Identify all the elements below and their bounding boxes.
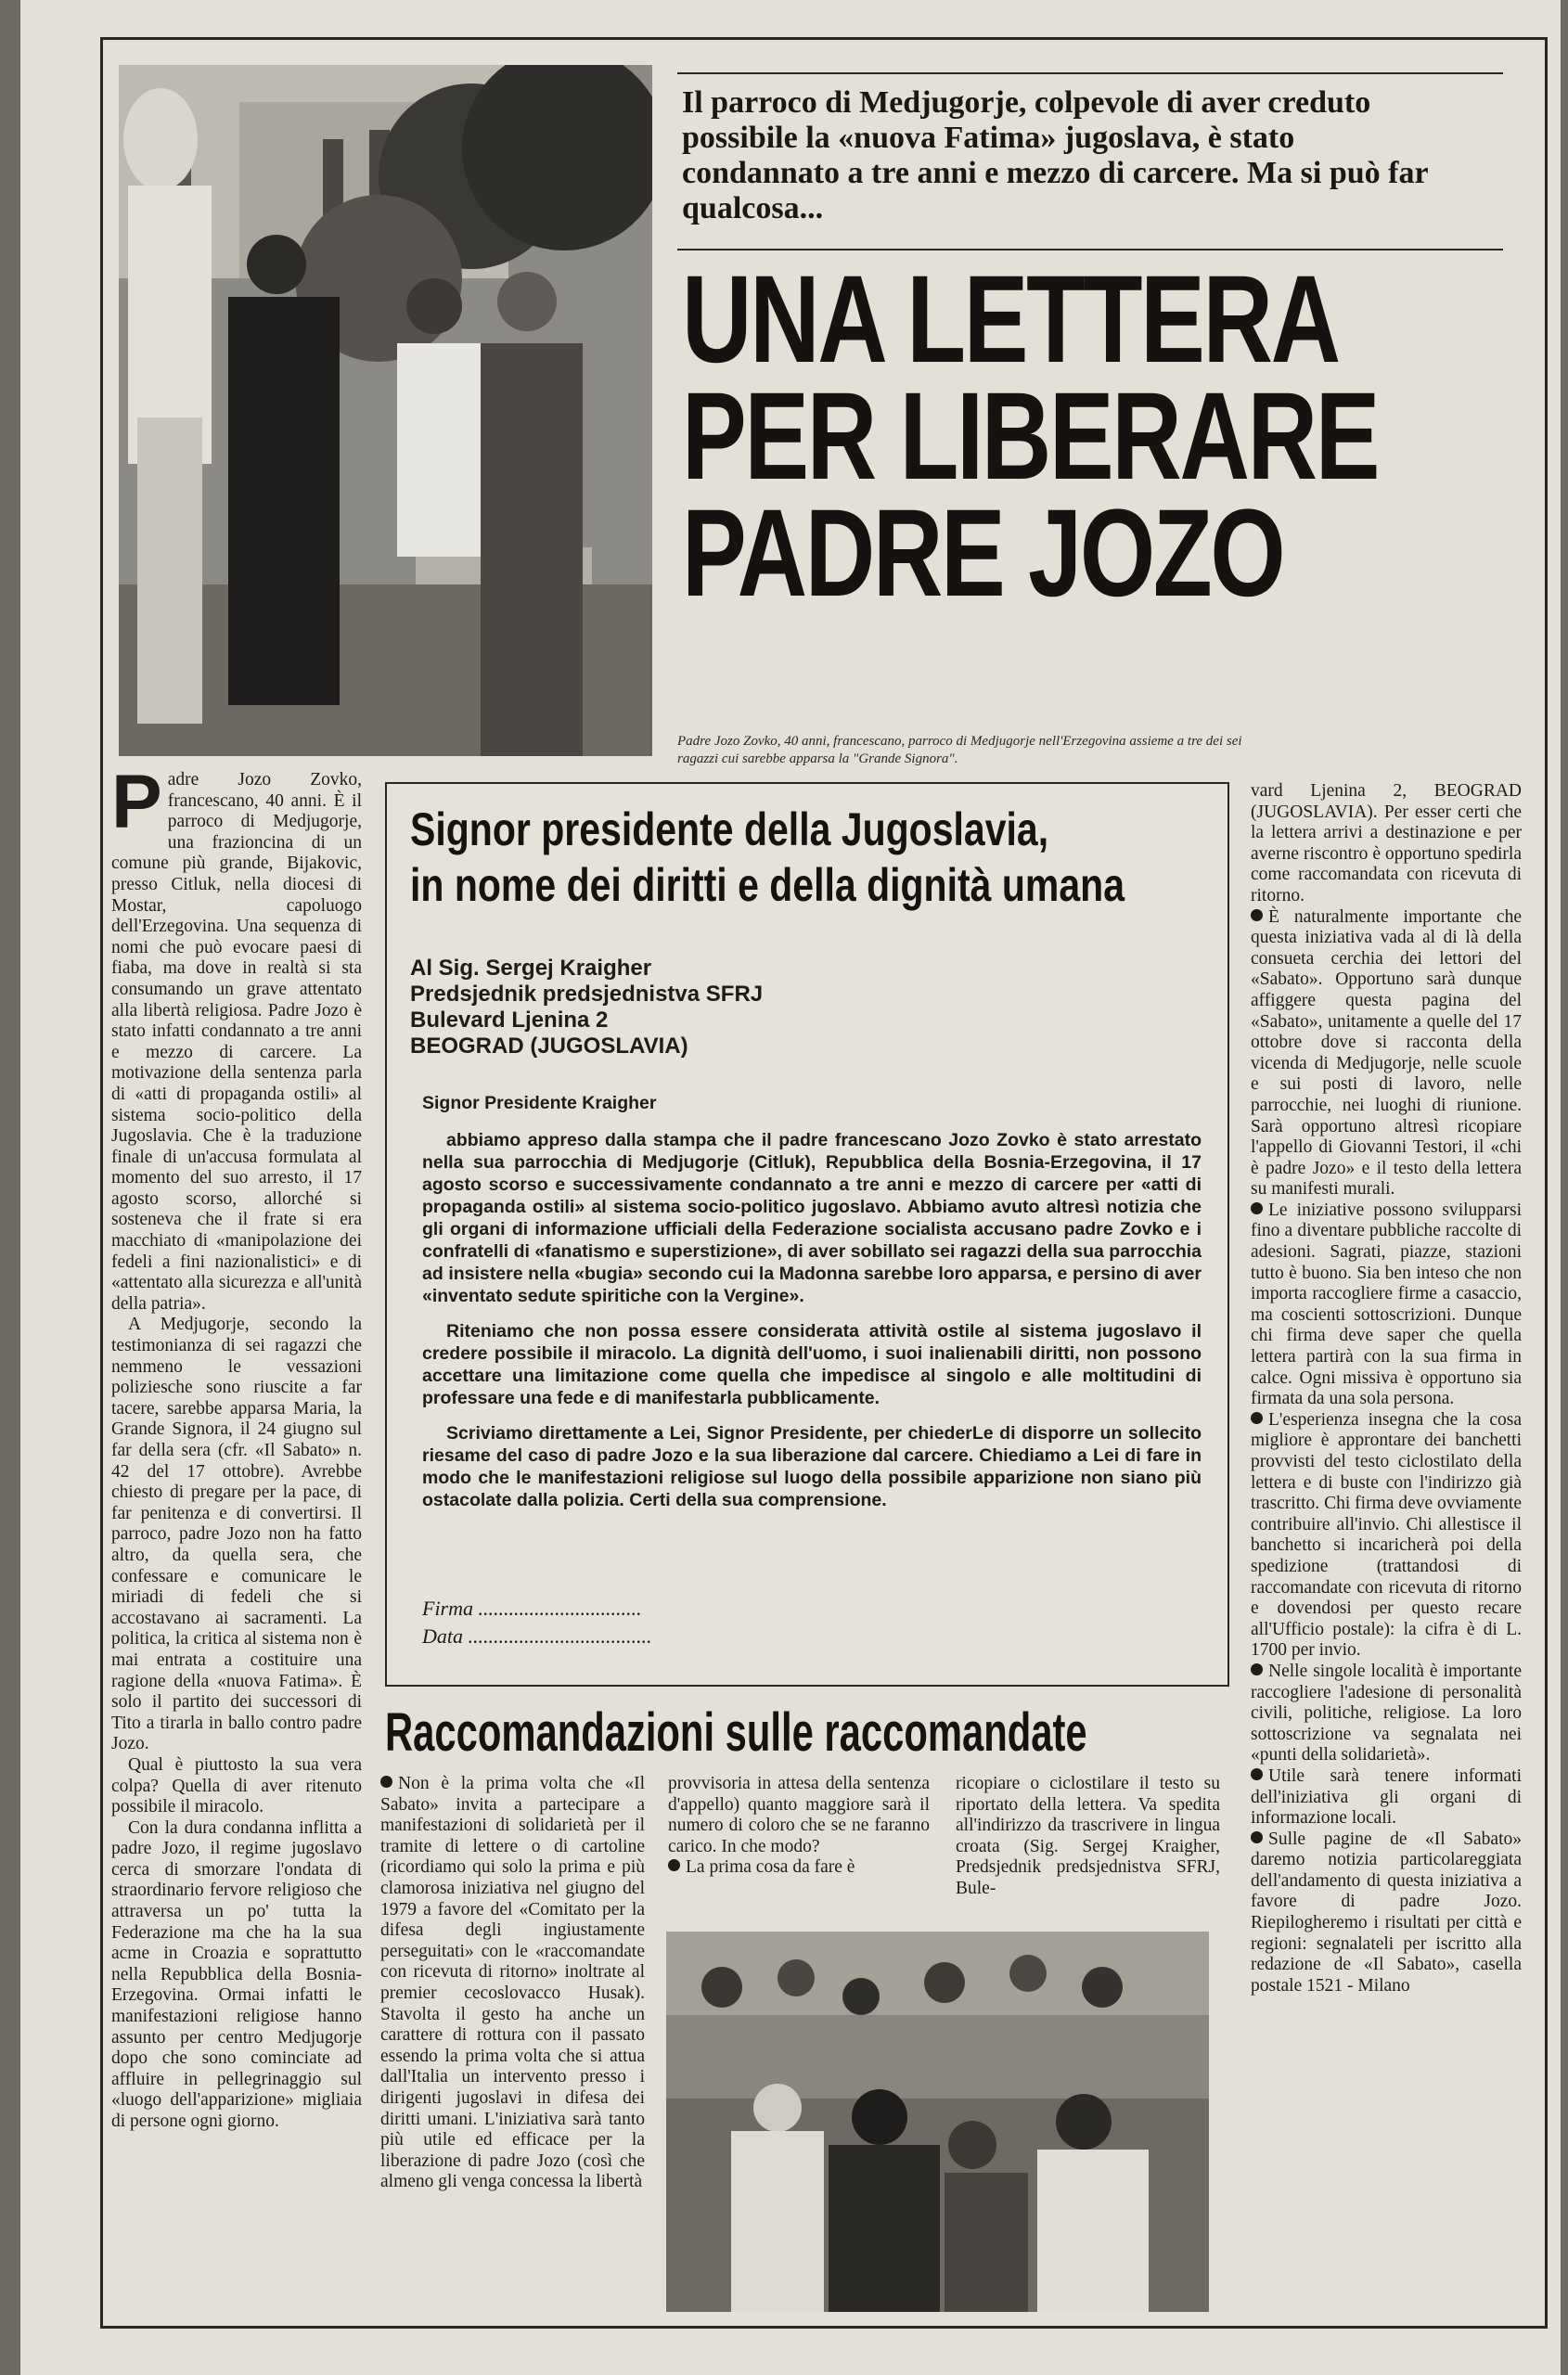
right-paragraph-5: Nelle singole località è importante raccogliere l'adesione di personalità civili, politiche, religiose. La loro sottoscrizione va segnalata nei «punti della solidarietà». — [1251, 1661, 1522, 1765]
pilgrims-photo — [666, 1932, 1209, 2312]
bullet-icon — [1251, 1663, 1263, 1675]
col3-paragraph-1: provvisoria in attesa della sentenza d'appello) quanto maggiore sarà il numero di coloro che se ne faranno carico. In che modo? — [668, 1774, 930, 1856]
top-photo — [119, 65, 652, 756]
drop-cap: P — [111, 770, 162, 844]
right-paragraph-1: vard Ljenina 2, BEOGRAD (JUGOSLAVIA). Per esser certi che la lettera arrivi a destinazione e per averne riscontro è opportuno spedirla come raccomandata con ricevuta di ritorno. — [1251, 781, 1522, 905]
bullet-icon — [380, 1776, 392, 1788]
headline-line-1: UNA LETTERA — [682, 250, 1339, 389]
letter-title-line-2: in nome dei diritti e della dignità umana — [410, 859, 1125, 911]
letter-salutation: Signor Presidente Kraigher — [422, 1093, 657, 1113]
address-line-4: BEOGRAD (JUGOSLAVIA) — [410, 1033, 688, 1059]
letter-body — [422, 1129, 1202, 1524]
headline — [682, 250, 1498, 698]
left-paragraph-1: adre Jozo Zovko, francescano, 40 anni. È il parroco di Medjugorje, una frazioncina di un comune più grande, Bijakovic, presso Citluk, nella diocesi di Mostar, capoluogo dell'Erzegovina. Una sequenza di nomi che può evocare paesi di fiaba, ma dove in realtà si sta consumando un grave attentato alla libertà religiosa. Padre Jozo è stato infatti condannato a tre anni e mezzo di carcere. La motivazione della sentenza parla di «atti di propaganda ostili» al sistema socio-politico della Jugoslavia. Che è la traduzione finale di un'accusa formulata al momento del suo arresto, il 17 agosto scorso, allorché si sosteneva che il frate si era macchiato di «manipolazione dei fedeli a fini nazionalistici» e di «attentato alla sicurezza e all'unità della patria». — [111, 770, 362, 1314]
photo-caption: Padre Jozo Zovko, 40 anni, francescano, parroco di Medjugorje nell'Erzegovina assieme a tre dei sei ragazzi cui sarebbe apparsa la "Grande Signora". — [677, 734, 1242, 766]
headline-line-3: PADRE JOZO — [682, 484, 1284, 623]
middle-column-3 — [956, 1774, 1220, 1922]
bullet-icon — [1251, 909, 1263, 921]
bullet-icon — [1251, 1202, 1263, 1214]
letter-title-line-1: Signor presidente della Jugoslavia, — [410, 803, 1049, 855]
address-line-1: Al Sig. Sergej Kraigher — [410, 956, 652, 981]
middle-column-2 — [668, 1774, 930, 1922]
deck-top-rule — [677, 72, 1503, 74]
address-line-3: Bulevard Ljenina 2 — [410, 1008, 609, 1033]
col2-paragraph-1: Non è la prima volta che «Il Sabato» invita a partecipare a manifestazioni di solidarietà per il tramite di lettere o di cartoline (ricordiamo qui solo la prima e più clamorosa iniziativa nel giugno del 1979 a favore del «Comitato per la difesa degli ingiustamente perseguitati» con le «raccomandate con ricevuta di ritorno» inoltrate al premier cecoslovacco Husak). Stavolta il gesto ha anche un carattere di rottura con il passato essendo la prima volta che si attua dall'Italia un intervento presso i dirigenti jugoslavi in difesa dei diritti umani. L'iniziativa sarà tanto più utile ed efficace per la liberazione di padre Jozo (così che almeno gli venga concessa la libertà — [380, 1774, 645, 2192]
address-line-2: Predsjednik predsjednistva SFRJ — [410, 982, 764, 1007]
bullet-icon — [1251, 1831, 1263, 1843]
deck: Il parroco di Medjugorje, colpevole di aver creduto possibile la «nuova Fatima» jugoslava, è stato condannato a tre anni e mezzo di carcere. Ma si può far qualcosa... — [682, 85, 1428, 225]
right-paragraph-3: Le iniziative possono svilupparsi fino a diventare pubbliche raccolte di adesioni. Sagrati, piazze, stazioni tutto è buono. Sia ben inteso che non importa raccogliere firme a casaccio, ma coscienti sottoscrizioni. Dunque chi firma deve saper che quella lettera partirà con la sua firma in calce. Ogni missiva è opportuno sia firmata da una sola persona. — [1251, 1200, 1522, 1409]
col3-paragraph-2: La prima cosa da fare è — [668, 1857, 930, 1879]
col4-paragraph-1: ricopiare o ciclostilare il testo su riportato della lettera. Va spedita all'indirizzo da trascrivere in lingua croata (Sig. Sergej Kraigher, Predsjednik predsjednistva SFRJ, Bule- — [956, 1774, 1220, 1898]
right-paragraph-7: Sulle pagine de «Il Sabato» daremo notizia particolareggiata dell'andamento di questa iniziativa a favore di padre Jozo. Riepilogheremo i risultati per città e regioni: segnalateli per iscritto alla redazione de «Il Sabato», casella postale 1521 - Milano — [1251, 1829, 1522, 1996]
letter-address — [410, 956, 1152, 1059]
section-title: Raccomandazioni sulle raccomandate — [385, 1702, 1087, 1763]
letter-paragraph-3: Scriviamo direttamente a Lei, Signor Presidente, per chiederLe di disporre un sollecito riesame del caso di padre Jozo e la sua liberazione dal carcere. Chiediamo a Lei di fare in modo che le manifestazioni religiose sul luogo della possibile apparizione non siano più ostacolate dalla polizia. Certi della sua comprensione. — [422, 1423, 1202, 1510]
right-paragraph-6: Utile sarà tenere informati dell'iniziativa gli organi di informazione locali. — [1251, 1765, 1522, 1829]
headline-line-2: PER LIBERARE — [682, 367, 1379, 506]
bullet-icon — [1251, 1768, 1263, 1780]
letter-paragraph-2: Riteniamo che non possa essere considerata attività ostile al sistema jugoslavo il credere possibile il miracolo. La dignità dell'uomo, i suoi inalienabili diritti, non possono accettare una limitazione come quella che impedisce al singolo e alle moltitudini di professare una fede e di manifestarla pubblicamente. — [422, 1321, 1202, 1408]
letter-box — [385, 782, 1229, 1687]
right-paragraph-4: L'esperienza insegna che la cosa migliore è approntare dei banchetti provvisti del testo ciclostilato della lettera e di buste con l'indirizzo già trascritto. Chi firma deve ovviamente contribuire all'invio. Chi allestisce il banchetto si incaricherà poi della spedizione (trattandosi di raccomandate con ricevuta di ritorno e dovendosi per questo recare all'Ufficio postale): la cifra è di L. 1700 per invio. — [1251, 1409, 1522, 1661]
bullet-icon — [668, 1859, 680, 1871]
bullet-icon — [1251, 1412, 1263, 1424]
left-paragraph-4: Con la dura condanna inflitta a padre Jozo, il regime jugoslavo cerca di smorzare l'ondata di straordinario fervore religioso che attraversa un po' tutta la Federazione ma che ha la sua acme in Croazia e soprattutto nella Repubblica della Bosnia-Erzegovina. Ormai infatti le manifestazioni religiose hanno assunto per centro Medjugorje dopo che sono cominciate ad affluire in pellegrinaggio sul «luogo dell'apparizione» migliaia di persone ogni giorno. — [111, 1817, 362, 2131]
left-paragraph-2: A Medjugorje, secondo la testimonianza di sei ragazzi che nemmeno le vessazioni poliziesche sono riuscite a far tacere, sarebbe apparsa Maria, la Grande Signora, il 24 giugno sul far della sera (cfr. «Il Sabato» n. 42 del 17 ottobre). Avrebbe chiesto di pregare per la pace, di far penitenza e di convertirsi. Il parroco, padre Jozo non ha fatto altro, da quella sera, che confessare e comunicare le miriadi di fedeli che si accostavano ai sacramenti. La politica, la critica al sistema non è mai entrata a costituire una ragione della «nuova Fatima». È solo il partito dei successori di Tito a tirarla in ballo contro padre Jozo. — [111, 1315, 362, 1754]
left-column — [111, 770, 362, 2310]
right-paragraph-2: È naturalmente importante che questa iniziativa vada al di là della consueta cerchia dei lettori del «Sabato». Opportuno sarà dunque affiggere questa pagina del «Sabato», unitamente a quelle del 17 ottobre dove si racconta della vicenda di Medjugorje, nelle scuole e sui posti di lavoro, nelle parrocchie, nei luoghi di riunione. Sarà opportuno altresì ricopiare l'appello di Giovanni Testori, il «chi è padre Jozo» e il testo della lettera su manifesti murali. — [1251, 906, 1522, 1200]
letter-paragraph-1: abbiamo appreso dalla stampa che il padre francescano Jozo Zovko è stato arrestato nella sua parrocchia di Medjugorje (Citluk), Repubblica della Bosnia-Erzegovina, il 17 agosto scorso e successivamente condannato a tre anni e mezzo di carcere per «atti di propaganda ostili» al sistema socio-politico jugoslavo. Abbiamo avuto altresì notizia che gli organi di informazione ufficiali della Federazione socialista accusano padre Zovko e i confratelli di «fanatismo e superstizione», di aver sobillato sei ragazzi della sua parrocchia ad insistere nella «bugia» secondo cui la Madonna sarebbe loro apparsa, e persino di aver «inventato sedute spiritiche con la Vergine». — [422, 1130, 1202, 1306]
right-column — [1251, 781, 1522, 2317]
letter-data: Data .................................... — [422, 1624, 652, 1648]
left-paragraph-3: Qual è piuttosto la sua vera colpa? Quella di aver ritenuto possibile il miracolo. — [111, 1754, 362, 1817]
letter-firma: Firma ................................ — [422, 1597, 642, 1620]
middle-column-1 — [380, 1774, 645, 2307]
